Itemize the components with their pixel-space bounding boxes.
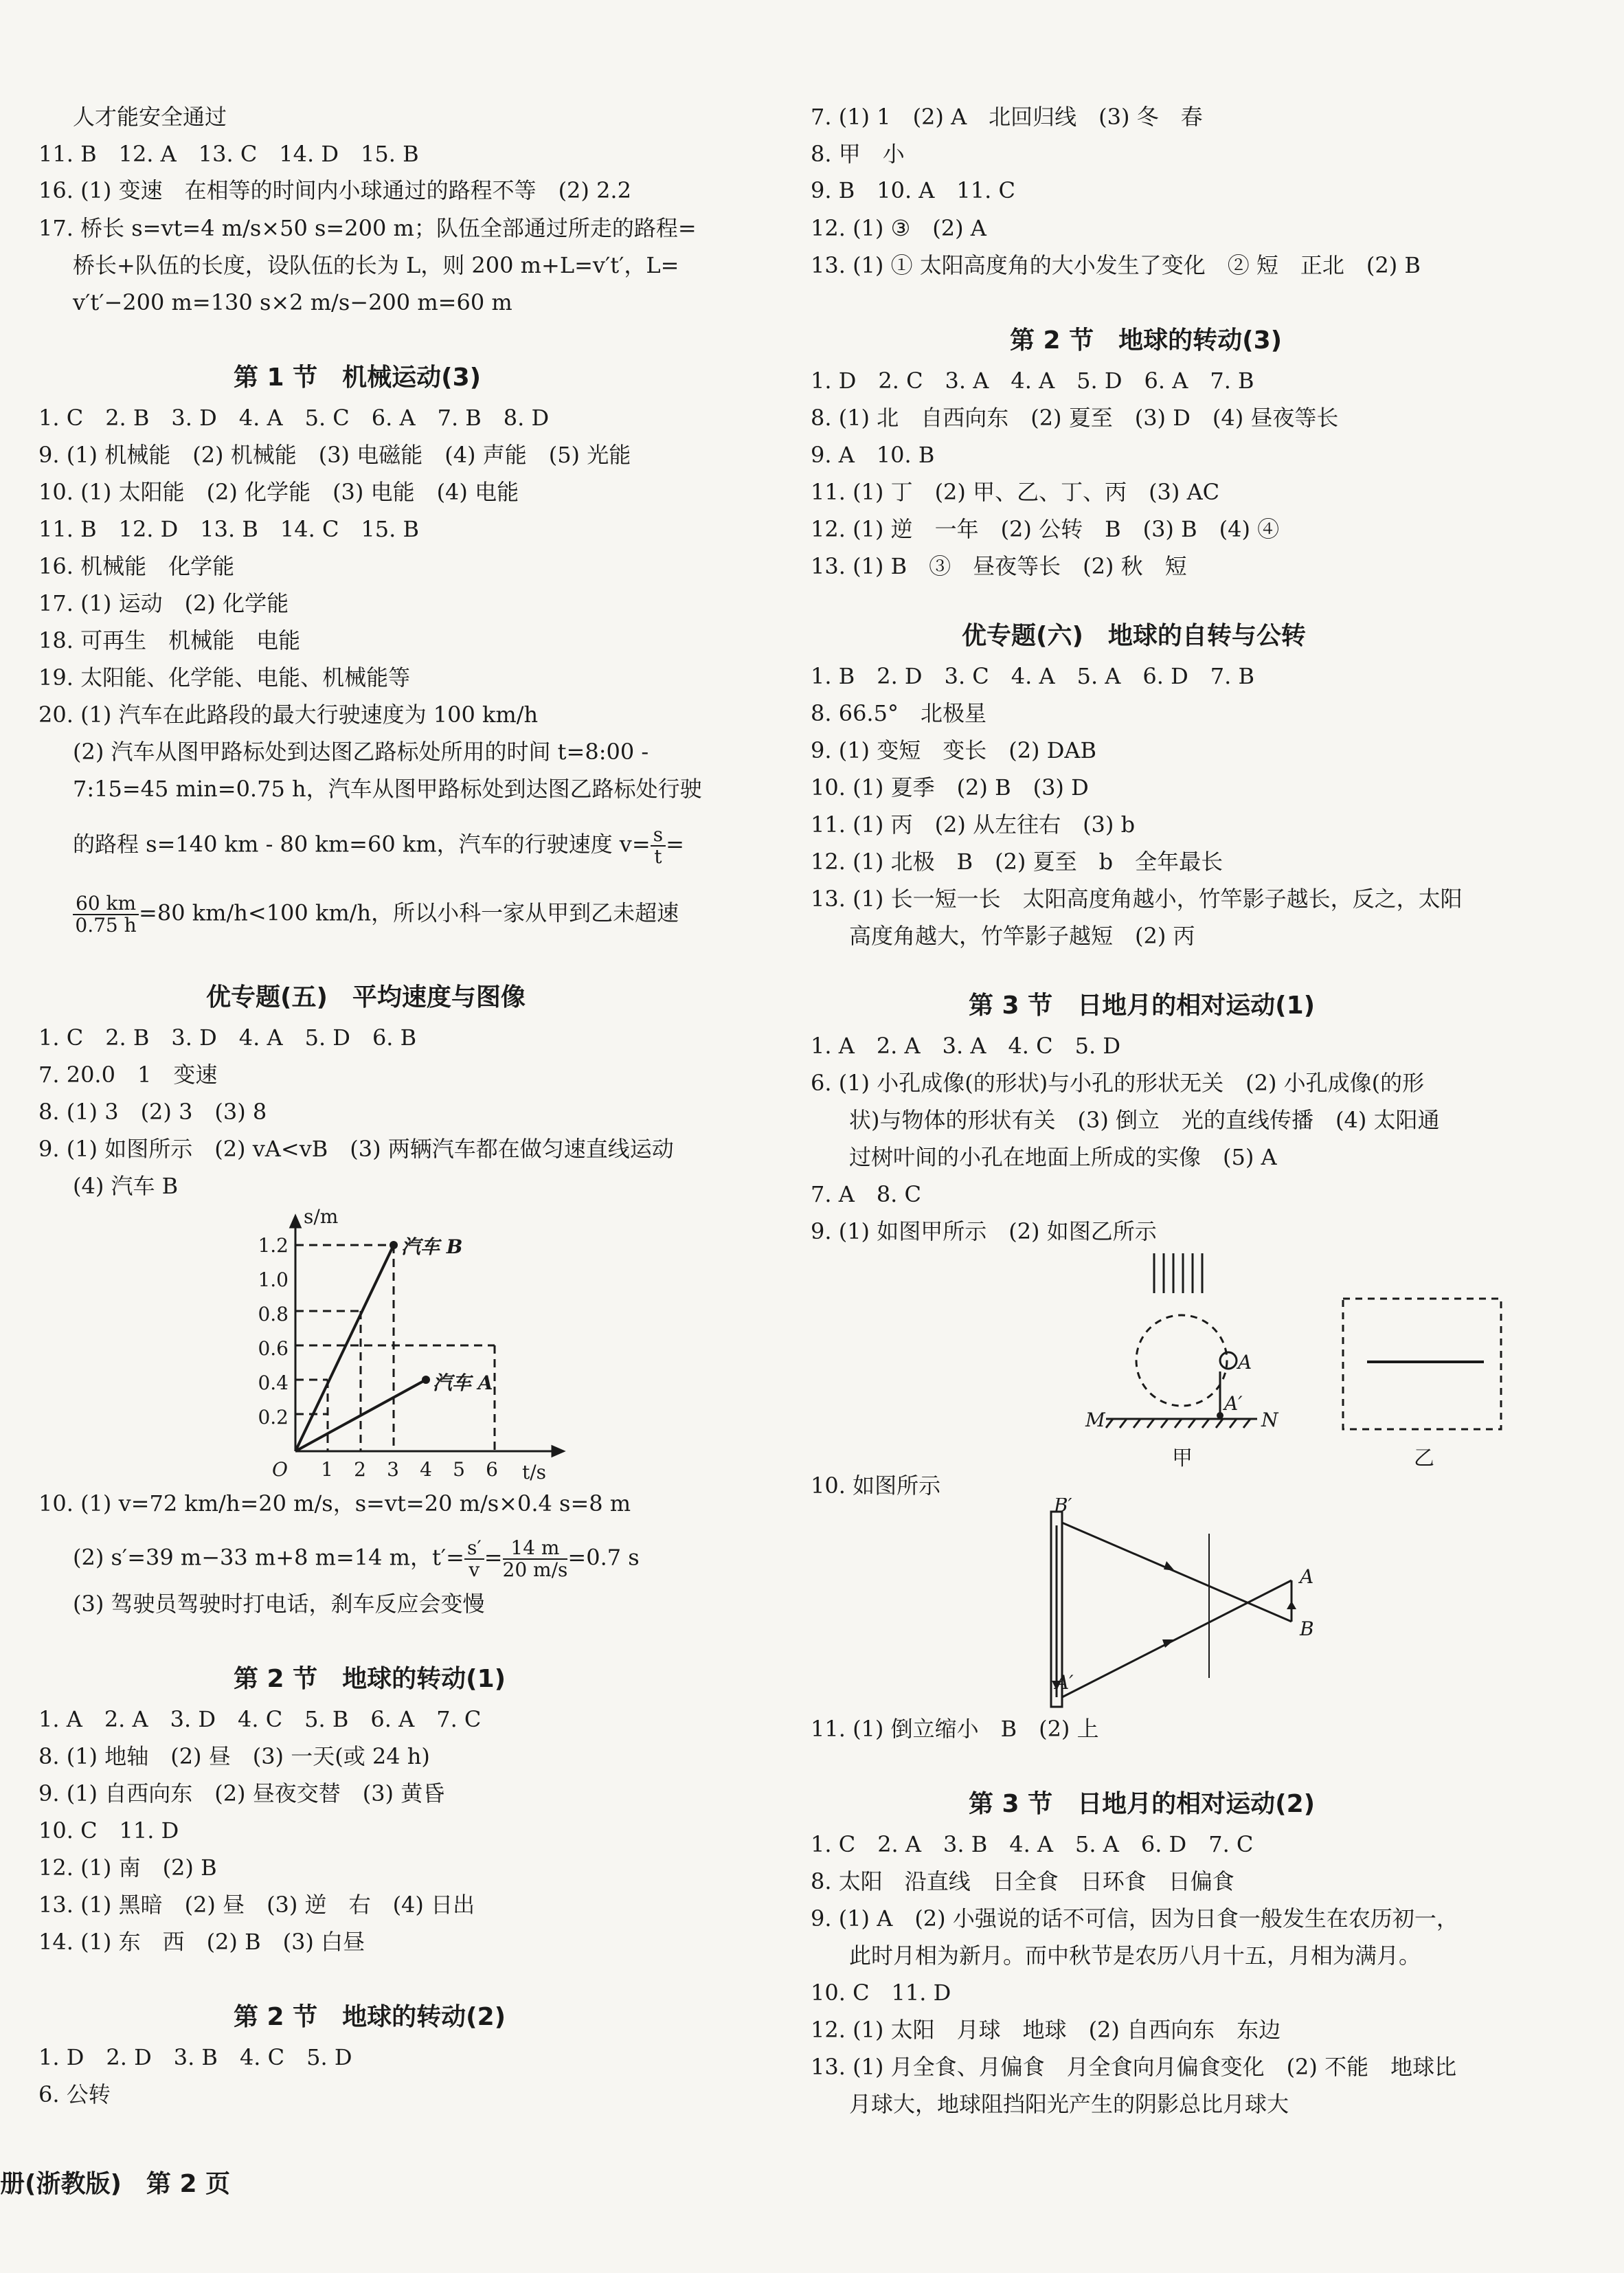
answer-line: 1. B 2. D 3. C 4. A 5. A 6. D 7. B (811, 663, 1254, 689)
answer-line: 11. (1) 丙 (2) 从左往右 (3) b (811, 811, 1136, 838)
shadow-box (1343, 1299, 1501, 1429)
point-a-prime (1217, 1412, 1223, 1419)
point-a-ball (1220, 1352, 1237, 1369)
answer-text: 的路程 s=140 km - 80 km=60 km，汽车的行驶速度 v= (73, 831, 651, 858)
y-tick-label: 1.2 (258, 1234, 289, 1257)
answer-line: (2) 汽车从图甲路标处到达图乙路标处所用的时间 t=8:00 - (73, 739, 649, 765)
origin-label: O (272, 1458, 288, 1481)
fraction (503, 1538, 568, 1580)
numerator: 14 m (503, 1538, 568, 1560)
answer-line: 11. (1) 丁 (2) 甲、乙、丁、丙 (3) AC (811, 479, 1220, 505)
answer-line: 人才能安全通过 (73, 104, 227, 130)
numerator: s′ (464, 1538, 484, 1560)
mirror-diagram (1037, 1498, 1381, 1718)
answer-line (73, 1538, 640, 1580)
label-a-prime: A′ (1224, 1392, 1243, 1415)
light-rays (1057, 1523, 1292, 1697)
data-points (390, 1241, 430, 1384)
denominator: 20 m/s (502, 1558, 568, 1581)
answer-line: 9. B 10. A 11. C (811, 177, 1015, 203)
x-axis-arrow (552, 1446, 563, 1456)
answer-line: 9. A 10. B (811, 442, 935, 468)
answer-line: 1. C 2. A 3. B 4. A 5. A 6. D 7. C (811, 1831, 1254, 1857)
answer-line: 8. 甲 小 (811, 141, 905, 167)
section-heading: 第 2 节 地球的转动(3) (1010, 326, 1283, 355)
section-heading: 第 2 节 地球的转动(2) (234, 2003, 506, 2031)
label-n: N (1261, 1409, 1278, 1431)
answer-line: 8. (1) 3 (2) 3 (3) 8 (38, 1099, 267, 1125)
answer-line: 8. (1) 地轴 (2) 昼 (3) 一天(或 24 h) (38, 1743, 430, 1769)
answer-line: v′t′−200 m=130 s×2 m/s−200 m=60 m (73, 289, 512, 315)
answer-line: 9. (1) 变短 变长 (2) DAB (811, 737, 1096, 763)
answer-line: 13. (1) ① 太阳高度角的大小发生了变化 ② 短 正北 (2) B (811, 252, 1421, 278)
answer-line: 10. 如图所示 (811, 1473, 941, 1499)
answer-line: 13. (1) 月全食、月偏食 月全食向月偏食变化 (2) 不能 地球比 (811, 2054, 1457, 2080)
answer-line: 9. (1) A (2) 小强说的话不可信，因为日食一般发生在农历初一， (811, 1905, 1458, 1932)
answer-line: 1. D 2. D 3. B 4. C 5. D (38, 2044, 352, 2070)
answer-line: 1. C 2. B 3. D 4. A 5. C 6. A 7. B 8. D (38, 405, 550, 431)
label-a-prime: A′ (1055, 1671, 1074, 1694)
answer-line: 12. (1) 逆 一年 (2) 公转 B (3) B (4) ④ (811, 516, 1280, 542)
answer-line: 16. 机械能 化学能 (38, 553, 235, 579)
sunlight-rays (1154, 1253, 1202, 1293)
answer-line: 17. (1) 运动 (2) 化学能 (38, 590, 289, 616)
numerator: s (651, 825, 666, 847)
car-b-line (295, 1245, 394, 1451)
answer-line: 8. 太阳 沿直线 日全食 日环食 日偏食 (811, 1868, 1234, 1894)
answer-line: (3) 驾驶员驾驶时打电话，刹车反应会变慢 (73, 1591, 485, 1617)
x-axis-label: t/s (522, 1461, 547, 1483)
answer-line: 17. 桥长 s=vt=4 m/s×50 s=200 m；队伍全部通过所走的路程= (38, 215, 697, 241)
answer-text: = (666, 831, 684, 858)
x-tick-label: 1 (321, 1458, 333, 1481)
x-tick-label: 3 (387, 1458, 399, 1481)
page-footer: 册(浙教版) 第 2 页 (0, 2170, 231, 2198)
section-heading: 第 2 节 地球的转动(1) (234, 1665, 506, 1693)
answer-line: 12. (1) 北极 B (2) 夏至 b 全年最长 (811, 849, 1223, 875)
answer-text: =80 km/h<100 km/h，所以小科一家从甲到乙未超速 (139, 899, 679, 926)
pinhole-diagrams (969, 1251, 1518, 1477)
fraction (651, 825, 666, 867)
answer-line: 1. A 2. A 3. A 4. C 5. D (811, 1033, 1120, 1059)
answer-line: 14. (1) 东 西 (2) B (3) 白昼 (38, 1929, 365, 1955)
numerator: 60 km (73, 893, 139, 915)
answer-line: 7. 20.0 1 变速 (38, 1062, 218, 1088)
car-b-label: 汽车 B (401, 1235, 463, 1258)
answer-line: (4) 汽车 B (73, 1173, 179, 1199)
x-tick-label: 5 (453, 1458, 465, 1481)
answer-line (73, 825, 684, 867)
distance-time-graph (227, 1204, 570, 1499)
label-b: B (1300, 1617, 1314, 1640)
answer-line: 10. (1) v=72 km/h=20 m/s，s=vt=20 m/s×0.4 s=8 m (38, 1490, 631, 1516)
label-m: M (1085, 1409, 1105, 1431)
answer-line: 13. (1) 长一短一长 太阳高度角越小，竹竿影子越长，反之，太阳 (811, 886, 1463, 912)
answer-line: 7. (1) 1 (2) A 北回归线 (3) 冬 春 (811, 104, 1203, 130)
y-tick-label: 0.8 (258, 1303, 289, 1325)
x-tick-label: 2 (354, 1458, 366, 1481)
x-tick-label: 6 (486, 1458, 498, 1481)
section-heading: 优专题(五) 平均速度与图像 (206, 983, 526, 1011)
answer-line: 过树叶间的小孔在地面上所成的实像 (5) A (849, 1144, 1277, 1170)
y-tick-label: 0.6 (258, 1337, 289, 1360)
answer-line: 9. (1) 如图甲所示 (2) 如图乙所示 (811, 1218, 1157, 1244)
answer-line: 月球大，地球阻挡阳光产生的阴影总比月球大 (849, 2091, 1289, 2117)
answer-line: 9. (1) 自西向东 (2) 昼夜交替 (3) 黄昏 (38, 1780, 445, 1806)
answer-line: 19. 太阳能、化学能、电能、机械能等 (38, 664, 411, 691)
answer-text: (2) s′=39 m−33 m+8 m=14 m，t′= (73, 1544, 464, 1571)
answer-line: 9. (1) 如图所示 (2) vA<vB (3) 两辆汽车都在做匀速直线运动 (38, 1136, 674, 1162)
caption-yi: 乙 (1414, 1446, 1434, 1470)
denominator: v (469, 1558, 480, 1581)
answer-line: 13. (1) 黑暗 (2) 昼 (3) 逆 右 (4) 日出 (38, 1892, 475, 1918)
answer-line: 12. (1) 太阳 月球 地球 (2) 自西向东 东边 (811, 2017, 1281, 2043)
answer-line: 6. (1) 小孔成像(的形状)与小孔的形状无关 (2) 小孔成像(的形 (811, 1070, 1425, 1096)
answer-line: 此时月相为新月。而中秋节是农历八月十五，月相为满月。 (849, 1942, 1421, 1969)
answer-line: 1. A 2. A 3. D 4. C 5. B 6. A 7. C (38, 1706, 482, 1732)
answer-text: = (484, 1544, 503, 1571)
answer-line: 10. C 11. D (38, 1817, 179, 1844)
answer-line (73, 893, 679, 936)
y-tick-label: 0.4 (258, 1371, 289, 1394)
answer-text: =0.7 s (567, 1544, 640, 1571)
car-a-point (422, 1376, 430, 1384)
answer-line: 7:15=45 min=0.75 h，汽车从图甲路标处到达图乙路标处行驶 (73, 776, 702, 802)
label-b-prime: B′ (1054, 1498, 1072, 1516)
answer-line: 11. B 12. A 13. C 14. D 15. B (38, 141, 419, 167)
car-a-label: 汽车 A (433, 1371, 493, 1394)
answer-line: 12. (1) 南 (2) B (38, 1855, 217, 1881)
fraction (73, 893, 139, 936)
answer-line: 1. C 2. B 3. D 4. A 5. D 6. B (38, 1024, 417, 1051)
answer-line: 10. C 11. D (811, 1980, 951, 2006)
car-b-point (390, 1241, 398, 1249)
answer-line: 16. (1) 变速 在相等的时间内小球通过的路程不等 (2) 2.2 (38, 177, 631, 203)
answer-line: 7. A 8. C (811, 1181, 922, 1207)
denominator: 0.75 h (75, 914, 137, 937)
sun-path-circle (1136, 1315, 1227, 1406)
denominator: t (654, 845, 662, 868)
answer-line: 8. (1) 北 自西向东 (2) 夏至 (3) D (4) 昼夜等长 (811, 405, 1339, 431)
answer-line: 20. (1) 汽车在此路段的最大行驶速度为 100 km/h (38, 702, 539, 728)
caption-jia: 甲 (1172, 1446, 1193, 1470)
ground-hatch (1106, 1419, 1250, 1428)
section-heading: 优专题(六) 地球的自转与公转 (962, 622, 1306, 650)
section-heading: 第 3 节 日地月的相对运动(2) (969, 1790, 1316, 1818)
answer-line: 18. 可再生 机械能 电能 (38, 627, 301, 653)
section-heading: 第 1 节 机械运动(3) (234, 363, 482, 392)
y-tick-label: 1.0 (258, 1268, 289, 1291)
answer-line: 11. B 12. D 13. B 14. C 15. B (38, 516, 420, 542)
answer-line: 10. (1) 太阳能 (2) 化学能 (3) 电能 (4) 电能 (38, 479, 519, 505)
answer-line: 高度角越大，竹竿影子越短 (2) 丙 (849, 923, 1195, 949)
answer-line: 6. 公转 (38, 2081, 111, 2107)
answer-line: 11. (1) 倒立缩小 B (2) 上 (811, 1716, 1099, 1742)
fraction (464, 1538, 484, 1580)
guide-lines (295, 1245, 495, 1451)
label-a: A (1300, 1565, 1314, 1588)
answer-line: 状)与物体的形状有关 (3) 倒立 光的直线传播 (4) 太阳通 (849, 1107, 1440, 1133)
ray-arrows (1052, 1561, 1296, 1690)
answer-line: 13. (1) B ③ 昼夜等长 (2) 秋 短 (811, 553, 1187, 579)
label-a: A (1238, 1351, 1252, 1374)
y-tick-label: 0.2 (258, 1406, 289, 1429)
x-tick-label: 4 (420, 1458, 432, 1481)
answer-line: 10. (1) 夏季 (2) B (3) D (811, 774, 1089, 800)
section-heading: 第 3 节 日地月的相对运动(1) (969, 992, 1316, 1020)
answer-line: 9. (1) 机械能 (2) 机械能 (3) 电磁能 (4) 声能 (5) 光能 (38, 442, 631, 468)
answer-line: 1. D 2. C 3. A 4. A 5. D 6. A 7. B (811, 368, 1254, 394)
y-axis-arrow (291, 1216, 300, 1227)
answer-line: 8. 66.5° 北极星 (811, 700, 986, 726)
answer-line: 桥长+队伍的长度，设队伍的长为 L，则 200 m+L=v′t′，L= (73, 252, 679, 278)
answer-line: 12. (1) ③ (2) A (811, 215, 986, 241)
y-axis-label: s/m (304, 1205, 339, 1228)
